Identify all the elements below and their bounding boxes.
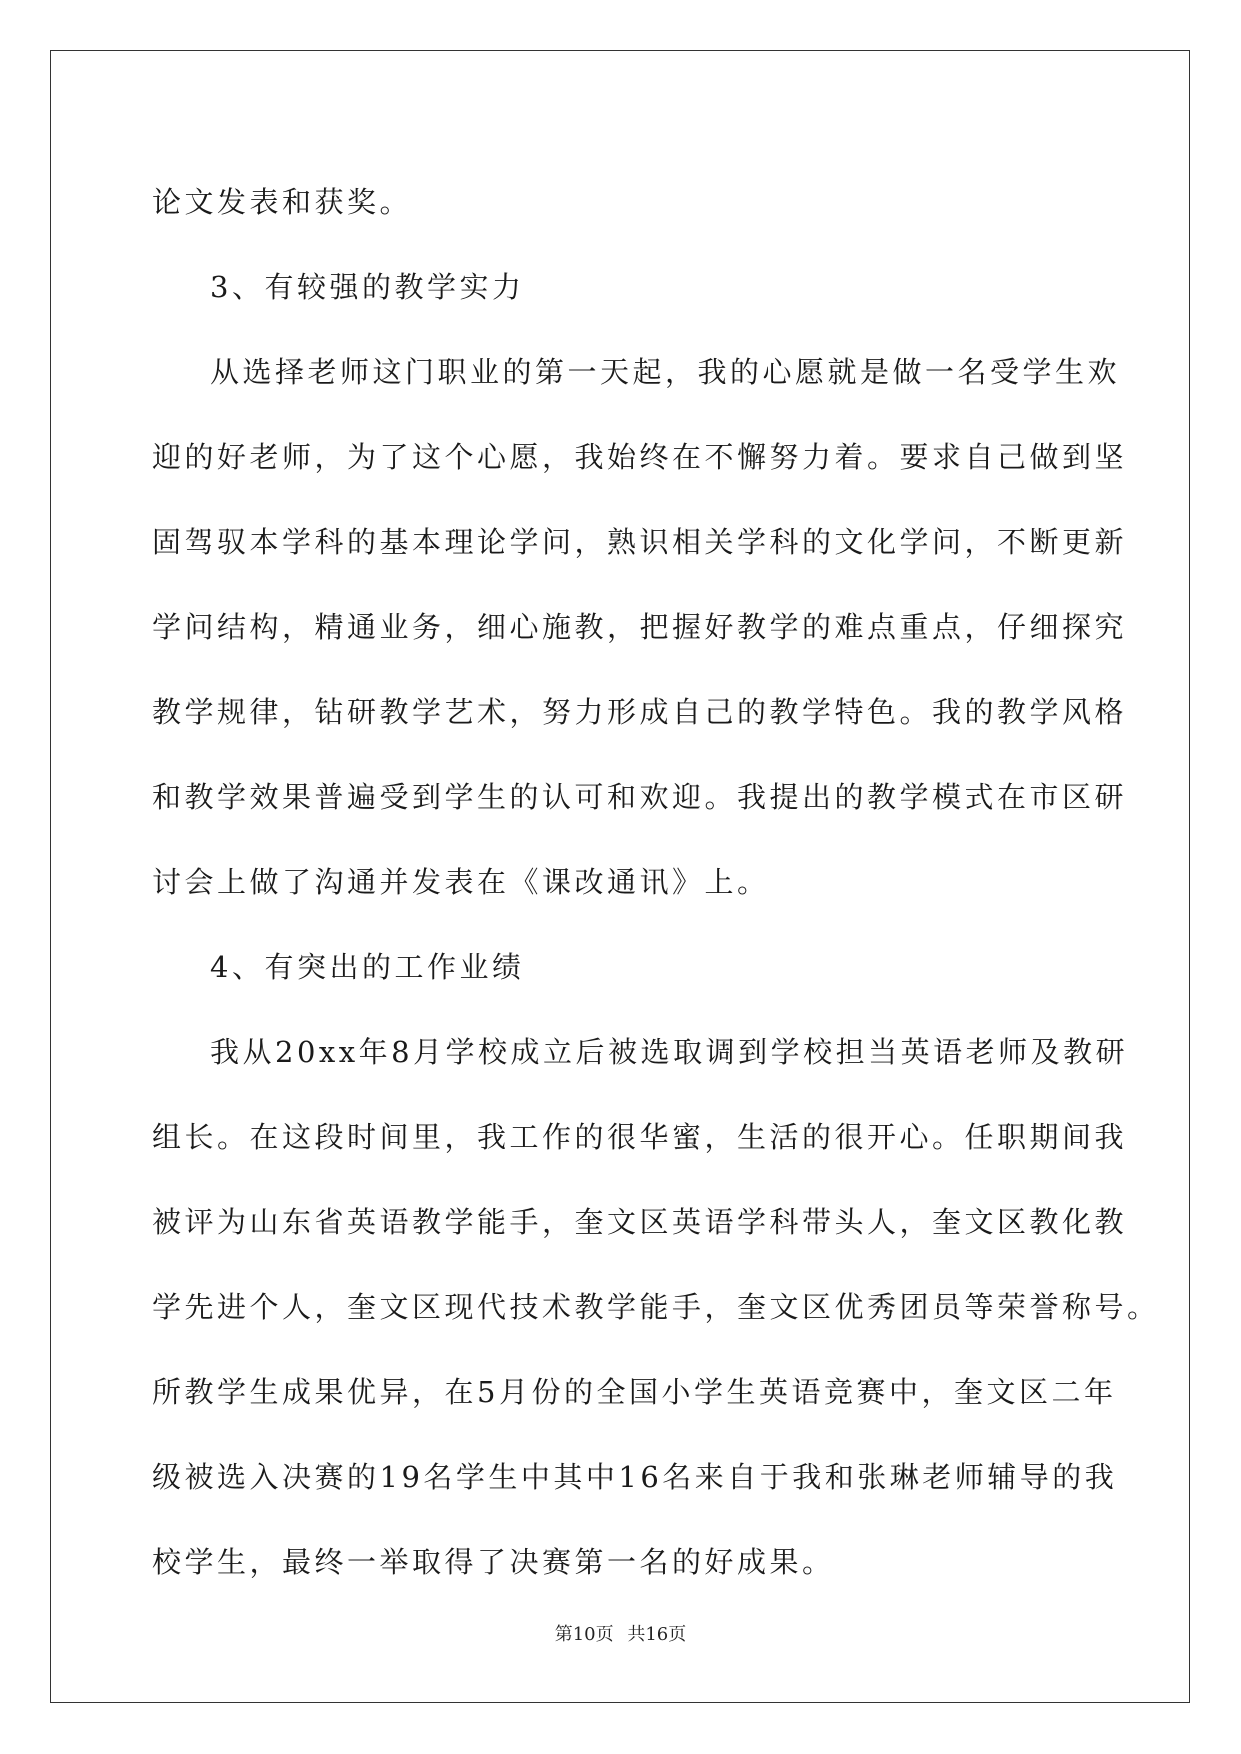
text-line: 论文发表和获奖。 [152,185,413,219]
text-line: 被评为山东省英语教学能手，奎文区英语学科带头人，奎文区教化教 [152,1205,1128,1239]
text-line: 所教学生成果优异，在5月份的全国小学生英语竞赛中，奎文区二年 [152,1375,1117,1409]
text-line: 组长。在这段时间里，我工作的很华蜜，生活的很开心。任职期间我 [152,1120,1128,1154]
text-line: 校学生，最终一举取得了决赛第一名的好成果。 [152,1545,835,1579]
text-line: 学问结构，精通业务，细心施教，把握好教学的难点重点，仔细探究 [152,610,1128,644]
total-pages-label: 共16页 [627,1624,687,1645]
section-heading: 4、有突出的工作业绩 [210,950,525,984]
text-line: 教学规律，钻研教学艺术，努力形成自己的教学特色。我的教学风格 [152,695,1128,729]
page-footer [0,1620,1241,1646]
section-heading: 3、有较强的教学实力 [210,270,525,304]
text-line: 讨会上做了沟通并发表在《课改通讯》上。 [152,865,770,899]
text-line: 和教学效果普遍受到学生的认可和欢迎。我提出的教学模式在市区研 [152,780,1128,814]
text-line: 固驾驭本学科的基本理论学问，熟识相关学科的文化学问，不断更新 [152,525,1128,559]
document-body [152,160,1160,1605]
current-page-label: 第10页 [554,1624,614,1645]
text-line: 学先进个人，奎文区现代技术教学能手，奎文区优秀团员等荣誉称号。 [152,1290,1160,1324]
text-line: 我从20xx年8月学校成立后被选取调到学校担当英语老师及教研 [210,1035,1129,1069]
text-line: 迎的好老师，为了这个心愿，我始终在不懈努力着。要求自己做到坚 [152,440,1128,474]
text-line: 从选择老师这门职业的第一天起，我的心愿就是做一名受学生欢 [210,355,1121,389]
text-line: 级被选入决赛的19名学生中其中16名来自于我和张琳老师辅导的我 [152,1460,1118,1494]
